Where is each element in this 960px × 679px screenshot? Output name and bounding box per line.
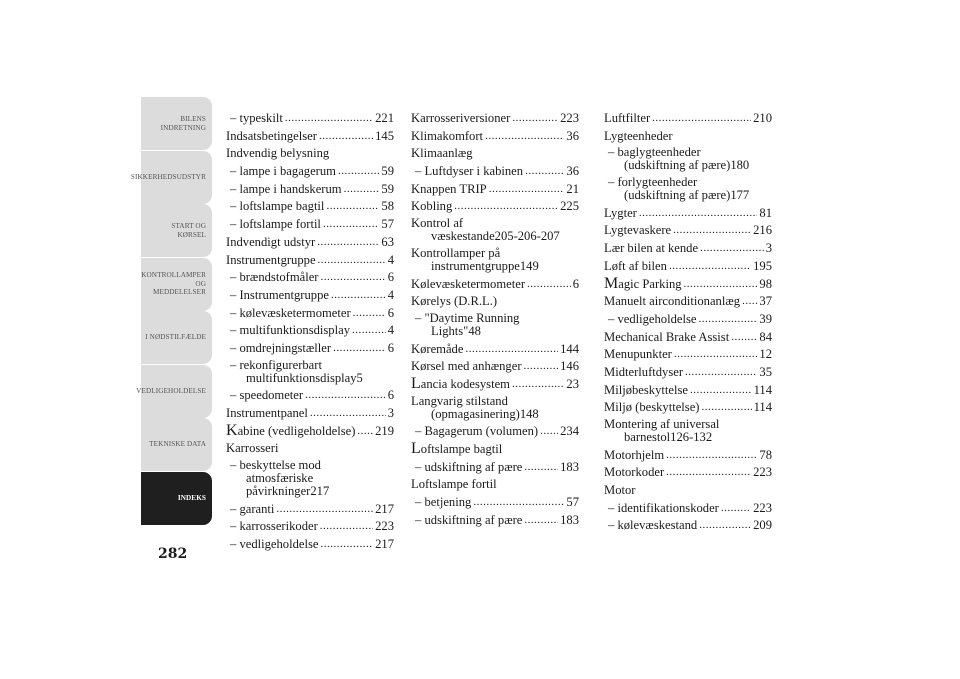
index-entry: – vedligeholdelse ..... 39 — [604, 312, 772, 326]
index-entry: – udskiftning af pære ..... 183 — [411, 460, 579, 474]
index-entry: Motorhjelm ..... 78 — [604, 448, 772, 462]
index-entry: – karrosserikoder ..... 223 — [226, 519, 394, 533]
index-entry: Miljø (beskyttelse) ..... 114 — [604, 400, 772, 414]
tab-kontrollamper-og-meddelelser[interactable]: KONTROLLAMPER OG MEDDELELSER — [141, 258, 212, 311]
index-entry: – beskyttelse mod atmosfæriske påvirkninger 217 — [230, 458, 330, 499]
index-entry: Lancia kodesystem ..... 23 — [411, 377, 579, 391]
index-entry: – loftslampe bagtil ..... 58 — [226, 199, 394, 213]
index-entry: Motorkoder ..... 223 — [604, 465, 772, 479]
index-entry: – rekonfigurerbart multifunktionsdisplay 5 — [230, 357, 363, 385]
index-heading: Indvendig belysning — [226, 146, 330, 161]
index-entry: – typeskilt ..... 221 — [226, 111, 394, 125]
tab-i-nødstilfælde[interactable]: I NØDSTILFÆLDE — [141, 311, 212, 364]
index-entry: – lampe i bagagerum ..... 59 — [226, 164, 394, 178]
index-entry: Midterluftdyser ..... 35 — [604, 365, 772, 379]
index-entry: – garanti ..... 217 — [226, 502, 394, 516]
index-entry: – speedometer ..... 6 — [226, 388, 394, 402]
index-heading: Loftslampe bagtil — [411, 440, 503, 457]
index-heading: Loftslampe fortil — [411, 477, 497, 492]
index-entry: – "Daytime Running Lights" 48 — [415, 310, 520, 338]
index-entry: – betjening ..... 57 — [411, 495, 579, 509]
index-entry: – loftslampe fortil ..... 57 — [226, 217, 394, 231]
index-entry: Klimakomfort ..... 36 — [411, 129, 579, 143]
index-entry: Menupunkter ..... 12 — [604, 347, 772, 361]
index-entry: Miljøbeskyttelse ..... 114 — [604, 383, 772, 397]
index-entry: Instrumentgruppe ..... 4 — [226, 253, 394, 267]
index-entry: Montering af universal barnestol 126-132 — [604, 417, 720, 444]
index-entry: Kølevæsketermometer ..... 6 — [411, 277, 579, 291]
index-entry: Karrosseriversioner ..... 223 — [411, 111, 579, 125]
index-entry: Kontrol af væskestande 205-206-207 — [411, 216, 560, 244]
index-entry: – identifikationskoder ..... 223 — [604, 501, 772, 515]
index-entry: – lampe i handskerum ..... 59 — [226, 182, 394, 196]
index-entry: – omdrejningstæller ..... 6 — [226, 341, 394, 355]
index-entry: Kontrollamper på instrumentgruppe 149 — [411, 245, 539, 273]
index-entry: Langvarig stilstand (opmagasinering) 148 — [411, 393, 539, 421]
index-entry: Køremåde ..... 144 — [411, 342, 579, 356]
tab-vedligeholdelse[interactable]: VEDLIGEHOLDELSE — [141, 365, 212, 418]
index-entry: – forlygteenheder (udskiftning af pære) 177 — [608, 175, 750, 203]
index-heading: Motor — [604, 483, 636, 498]
index-entry: – kølevæsketermometer ..... 6 — [226, 306, 394, 320]
index-entry: Luftfilter ..... 210 — [604, 111, 772, 125]
index-entry: Lær bilen at kende ..... 3 — [604, 241, 772, 255]
index-column-1 — [226, 111, 394, 555]
index-heading: Karrosseri — [226, 441, 279, 456]
index-entry: – Bagagerum (volumen) ..... 234 — [411, 424, 579, 438]
index-entry: – Instrumentgruppe ..... 4 — [226, 288, 394, 302]
index-entry: – Luftdyser i kabinen ..... 36 — [411, 164, 579, 178]
tab-indeks[interactable]: INDEKS — [141, 472, 212, 525]
index-entry: Manuelt airconditionanlæg ..... 37 — [604, 294, 772, 308]
index-entry: Kobling ..... 225 — [411, 199, 579, 213]
index-heading: Klimaanlæg — [411, 146, 473, 161]
index-entry: – udskiftning af pære ..... 183 — [411, 513, 579, 527]
index-entry: – kølevæskestand ..... 209 — [604, 518, 772, 532]
tab-start-og-kørsel[interactable]: START OG KØRSEL — [141, 204, 212, 257]
index-entry: – brændstofmåler ..... 6 — [226, 270, 394, 284]
index-entry: Indvendigt udstyr ..... 63 — [226, 235, 394, 249]
index-entry: Indsatsbetingelser ..... 145 — [226, 129, 394, 143]
tab-tekniske-data[interactable]: TEKNISKE DATA — [141, 418, 212, 471]
index-entry: Lygter ..... 81 — [604, 206, 772, 220]
page-number: 282 — [158, 546, 188, 562]
index-entry: – baglygteenheder (udskiftning af pære) 180 — [608, 145, 750, 173]
index-entry: Kørsel med anhænger ..... 146 — [411, 359, 579, 373]
index-heading: Kørelys (D.R.L.) — [411, 294, 498, 309]
index-entry: Løft af bilen ..... 195 — [604, 259, 772, 273]
tab-bilens-indretning[interactable]: BILENS INDRETNING — [141, 97, 212, 150]
index-column-3 — [604, 111, 772, 536]
index-entry: – multifunktionsdisplay ..... 4 — [226, 323, 394, 337]
index-entry: Knappen TRIP ..... 21 — [411, 182, 579, 196]
index-entry: – vedligeholdelse ..... 217 — [226, 537, 394, 551]
index-entry: Mechanical Brake Assist ..... 84 — [604, 330, 772, 344]
index-entry: Lygtevaskere ..... 216 — [604, 223, 772, 237]
index-entry: Magic Parking ..... 98 — [604, 277, 772, 291]
tab-sikkerhedsudstyr[interactable]: SIKKERHEDSUDSTYR — [141, 151, 212, 204]
index-heading: Lygteenheder — [604, 128, 673, 143]
index-column-2 — [411, 111, 579, 530]
index-entry: Kabine (vedligeholdelse) ..... 219 — [226, 424, 394, 438]
index-entry: Instrumentpanel ..... 3 — [226, 406, 394, 420]
